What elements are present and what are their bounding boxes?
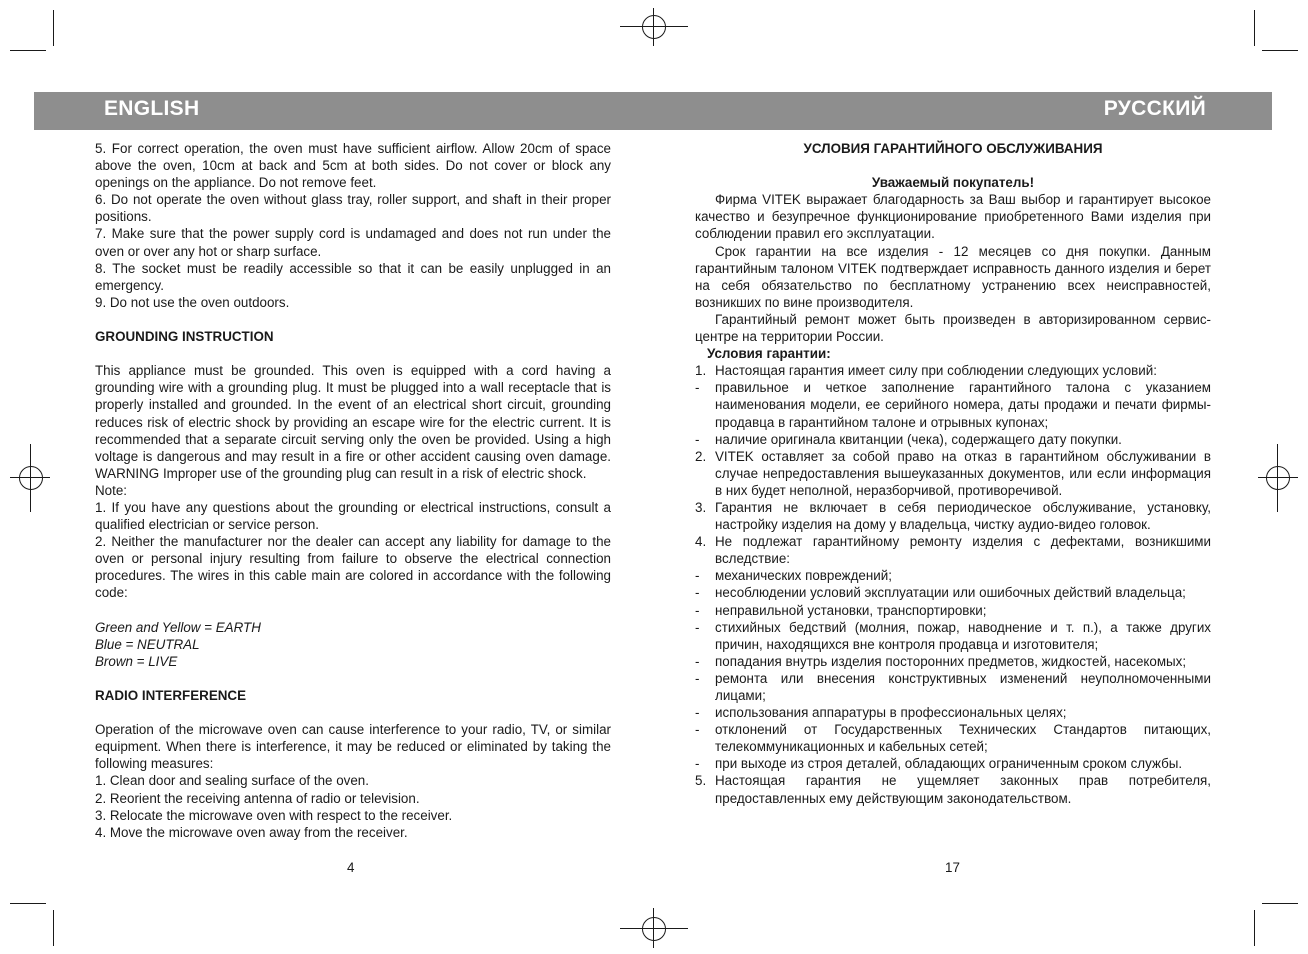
list-text: наличие оригинала квитанции (чека), содержащего дату покупки. xyxy=(715,431,1122,447)
list-text: механических повреждений; xyxy=(715,568,892,584)
note-item: 2. Neither the manufacturer nor the dealer can accept any liability for damage to the oven or personal injury resulting from failure to observe the electrical connection procedures. The wires in this cable main are colored in accordance with the following code: xyxy=(95,534,611,601)
list-text: попадания внутрь изделия посторонних предметов, жидкостей, насекомых; xyxy=(715,653,1187,669)
list-text: неправильной установки, транспортировки; xyxy=(715,602,987,618)
warranty-paragraph: Фирма VITEK выражает благодарность за Ваш выбор и гарантирует высокое качество и безупречное функционирование приобретенного Вами изделия при соблюдении правил его эксплуатации. xyxy=(695,192,1211,242)
condition-item xyxy=(695,533,1211,567)
measure-item: 4. Move the microwave oven away from the receiver. xyxy=(95,824,408,840)
crop-mark xyxy=(1254,910,1255,946)
condition-item xyxy=(695,362,1211,379)
crop-mark xyxy=(53,910,54,946)
page-number: 17 xyxy=(945,860,960,875)
condition-item xyxy=(695,670,1211,704)
english-heading: ENGLISH xyxy=(104,97,200,120)
list-text: Не подлежат гарантийному ремонту изделия с дефектами, возникшими вследствие: xyxy=(715,534,1211,567)
russian-heading: РУССКИЙ xyxy=(1103,97,1206,120)
russian-column xyxy=(695,140,1211,807)
crop-mark xyxy=(10,50,46,51)
list-text: отклонений от Государственных Технических Стандартов питающих, телекоммуникационных и кабельных сетей; xyxy=(715,722,1211,755)
crop-mark xyxy=(1254,10,1255,46)
list-text: VITEK оставляет за собой право на отказ в гарантийном обслуживании в случае непредоставления вышеуказанных документов, или если информация в них будет неполной, неразборчивой, противоречивой. xyxy=(715,448,1211,498)
condition-item xyxy=(695,379,1211,430)
note-label: Note: xyxy=(95,482,128,498)
condition-item xyxy=(695,448,1211,499)
grounding-heading: GROUNDING INSTRUCTION xyxy=(95,329,274,345)
list-marker: - xyxy=(695,568,700,584)
crop-mark xyxy=(53,10,54,46)
list-marker: - xyxy=(695,602,700,618)
condition-item xyxy=(695,772,1211,806)
list-text: Гарантия не включает в себя периодическое обслуживание, установку, настройку изделия на дому у владельца, чистку аудио-видео головок. xyxy=(715,499,1211,533)
crop-mark xyxy=(1262,50,1298,51)
wire-code: Blue = NEUTRAL xyxy=(95,636,200,652)
english-column xyxy=(95,140,611,841)
safety-item: 9. Do not use the oven outdoors. xyxy=(95,294,290,310)
list-marker: - xyxy=(695,431,700,447)
safety-item: 5. For correct operation, the oven must have sufficient airflow. Allow 20cm of space above the oven, 10cm at back and 5cm at both sides. Do not cover or block any openings on the appliance. Do not remove feet. xyxy=(95,141,611,191)
list-marker: 2. xyxy=(695,448,707,464)
condition-item xyxy=(695,619,1211,653)
condition-item xyxy=(695,584,1211,601)
page-number: 4 xyxy=(347,860,355,875)
list-marker: - xyxy=(695,380,700,396)
language-header-bar xyxy=(34,92,1272,130)
condition-item xyxy=(695,602,1211,619)
crop-mark xyxy=(1262,903,1298,904)
warranty-paragraph: Гарантийный ремонт может быть произведен в авторизированном сервис-центре на территории России. xyxy=(695,311,1211,345)
list-marker: 3. xyxy=(695,499,707,515)
wire-code: Brown = LIVE xyxy=(95,653,178,669)
list-marker: - xyxy=(695,619,700,635)
conditions-heading: Условия гарантии: xyxy=(707,346,831,362)
condition-item xyxy=(695,704,1211,721)
safety-item: 8. The socket must be readily accessible so that it can be easily unplugged in an emergency. xyxy=(95,260,611,293)
note-item: 1. If you have any questions about the grounding or electrical instructions, consult a qualified electrician or service person. xyxy=(95,499,611,533)
crop-mark xyxy=(10,903,46,904)
list-marker: - xyxy=(695,653,700,669)
measure-item: 3. Relocate the microwave oven with respect to the receiver. xyxy=(95,807,453,823)
condition-item xyxy=(695,567,1211,584)
list-text: несоблюдении условий эксплуатации или ошибочных действий владельца; xyxy=(715,585,1186,601)
wire-code: Green and Yellow = EARTH xyxy=(95,619,261,635)
list-marker: 4. xyxy=(695,534,707,550)
list-marker: - xyxy=(695,705,700,721)
condition-item xyxy=(695,499,1211,533)
greeting: Уважаемый покупатель! xyxy=(871,175,1035,191)
radio-heading: RADIO INTERFERENCE xyxy=(95,688,247,703)
condition-item xyxy=(695,721,1211,755)
list-text: при выходе из строя деталей, обладающих ограниченным сроком службы. xyxy=(715,756,1183,772)
list-text: правильное и четкое заполнение гарантийного талона с указанием наименования модели, ее серийного номера, даты продажи и печати фирмы-продавца в гарантийном талоне и отрывных купонах; xyxy=(715,380,1211,430)
conditions-list xyxy=(695,362,1211,806)
condition-item xyxy=(695,653,1211,670)
measure-item: 2. Reorient the receiving antenna of radio or television. xyxy=(95,790,420,806)
list-marker: 1. xyxy=(695,363,707,379)
list-marker: 5. xyxy=(695,773,707,789)
list-text: Настоящая гарантия имеет силу при соблюдении следующих условий: xyxy=(715,363,1157,379)
list-marker: - xyxy=(695,756,700,772)
list-marker: - xyxy=(695,585,700,601)
safety-item: 7. Make sure that the power supply cord is undamaged and does not run under the oven or over any hot or sharp surface. xyxy=(95,226,611,259)
safety-item: 6. Do not operate the oven without glass tray, roller support, and shaft in their proper positions. xyxy=(95,192,611,225)
measure-item: 1. Clean door and sealing surface of the oven. xyxy=(95,773,369,789)
list-text: стихийных бедствий (молния, пожар, наводнение и т. п.), а также других причин, находящихся вне контроля продавца и изготовителя; xyxy=(715,619,1211,652)
list-text: использования аппаратуры в профессиональных целях; xyxy=(715,705,1067,721)
grounding-paragraph: This appliance must be grounded. This oven is equipped with a cord having a grounding wire with a grounding plug. It must be plugged into a wall receptacle that is properly installed and grounded. In the event of an electrical short circuit, grounding reduces risk of electric shock by providing an escape wire for the electric current. It is recommended that a separate circuit serving only the oven be provided. Using a high voltage is dangerous and may result in a fire or other accident causing oven damage. WARNING Improper use of the grounding plug can result in a risk of electric shock. xyxy=(95,363,611,481)
warranty-title: УСЛОВИЯ ГАРАНТИЙНОГО ОБСЛУЖИВАНИЯ xyxy=(803,141,1103,156)
list-marker: - xyxy=(695,670,700,686)
list-marker: - xyxy=(695,722,700,738)
warranty-paragraph: Срок гарантии на все изделия - 12 месяцев со дня покупки. Данным гарантийным талоном VITEK подтверждает исправность данного изделия и берет на себя обязательство по бесплатному устранению всех неисправностей, возникших по вине производителя. xyxy=(695,243,1211,310)
condition-item xyxy=(695,755,1211,772)
list-text: ремонта или внесения конструктивных изменений неуполномоченными лицами; xyxy=(715,670,1211,703)
list-text: Настоящая гарантия не ущемляет законных прав потребителя, предоставленных ему действующим законодательством. xyxy=(715,773,1211,806)
radio-paragraph: Operation of the microwave oven can cause interference to your radio, TV, or similar equipment. When there is interference, it may be reduced or eliminated by taking the following measures: xyxy=(95,722,611,772)
condition-item xyxy=(695,431,1211,448)
